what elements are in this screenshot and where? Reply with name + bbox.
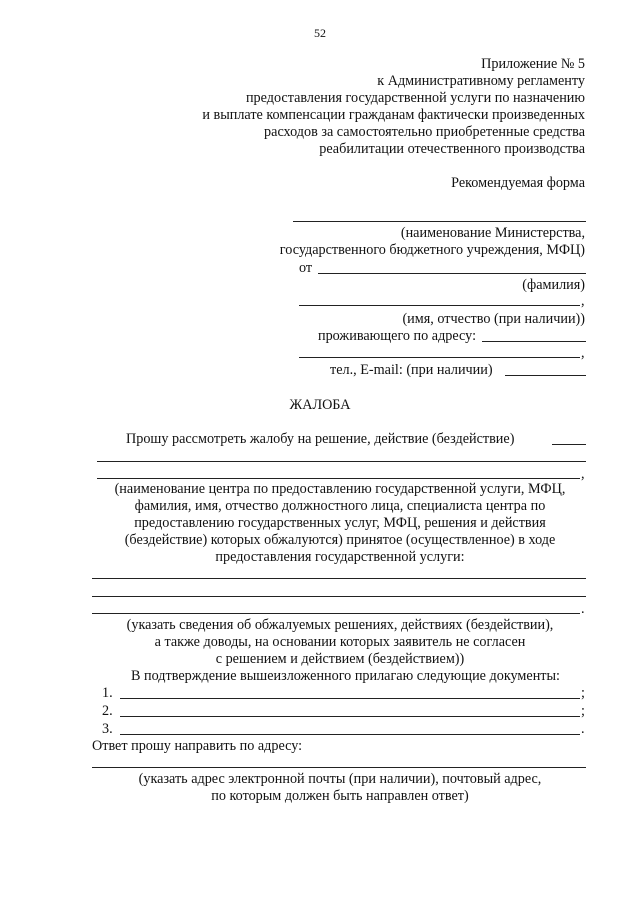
phone-line[interactable] [505, 375, 586, 376]
item-number-3: 3. [102, 721, 113, 737]
name-line[interactable] [299, 305, 580, 306]
details-line-1[interactable] [92, 578, 586, 579]
header-line-2: к Административному регламенту [377, 73, 585, 89]
request-line-1[interactable] [552, 444, 586, 445]
address-line-2[interactable] [299, 357, 580, 358]
header-line-3: предоставления государственной услуги по назначению [245, 90, 585, 106]
hint1-line-4: (бездействие) которых обжалуются) принятое (осуществленное) в ходе [124, 532, 556, 548]
item-number-1: 1. [102, 685, 113, 701]
hint2-line-3: с решением и действием (бездействием)) [215, 651, 465, 667]
answer-address-line[interactable] [92, 767, 586, 768]
comma: , [581, 466, 585, 482]
recommended-form-label: Рекомендуемая форма [451, 175, 585, 191]
period: . [581, 721, 585, 737]
attach-intro: В подтверждение вышеизложенного прилагаю следующие документы: [131, 668, 560, 684]
from-label: от [299, 260, 313, 276]
surname-hint: (фамилия) [522, 277, 585, 293]
page-number: 52 [314, 26, 326, 40]
hint1-line-3: предоставлению государственных услуг, МФЦ, решения и действия [134, 515, 546, 531]
header-line-5: расходов за самостоятельно приобретенные средства [264, 124, 585, 140]
org-hint-2: государственного бюджетного учреждения, МФЦ) [279, 242, 585, 258]
org-name-line[interactable] [293, 221, 586, 222]
item-number-2: 2. [102, 703, 113, 719]
request-line-2[interactable] [97, 461, 586, 462]
request-line-3[interactable] [97, 478, 580, 479]
hint3-line-2: по которым должен быть направлен ответ) [211, 788, 469, 804]
period: . [581, 601, 585, 617]
semicolon: ; [581, 685, 585, 701]
phone-label: тел., E-mail: (при наличии) [330, 362, 493, 378]
details-line-2[interactable] [92, 596, 586, 597]
hint1-line-1: (наименование центра по предоставлению государственной услуги, МФЦ, [114, 481, 566, 497]
document-title: ЖАЛОБА [289, 397, 351, 413]
semicolon: ; [581, 703, 585, 719]
from-line[interactable] [318, 273, 586, 274]
org-hint-1: (наименование Министерства, [400, 225, 585, 241]
comma: , [581, 293, 585, 309]
header-line-6: реабилитации отечественного производства [319, 141, 585, 157]
attachment-line-1[interactable] [120, 698, 580, 699]
address-label: проживающего по адресу: [318, 328, 477, 344]
attachment-line-3[interactable] [120, 734, 580, 735]
answer-label: Ответ прошу направить по адресу: [92, 738, 303, 754]
details-line-3[interactable] [92, 613, 580, 614]
hint2-line-2: а также доводы, на основании которых заявитель не согласен [154, 634, 526, 650]
header-line-4: и выплате компенсации гражданам фактически произведенных [202, 107, 585, 123]
hint3-line-1: (указать адрес электронной почты (при наличии), почтовый адрес, [138, 771, 542, 787]
comma: , [581, 345, 585, 361]
hint1-line-2: фамилия, имя, отчество должностного лица, специалиста центра по [134, 498, 546, 514]
name-hint: (имя, отчество (при наличии)) [402, 311, 585, 327]
attachment-line-2[interactable] [120, 716, 580, 717]
hint2-line-1: (указать сведения об обжалуемых решениях, действиях (бездействии), [126, 617, 554, 633]
request-text: Прошу рассмотреть жалобу на решение, действие (бездействие) [126, 431, 515, 447]
appendix-title: Приложение № 5 [481, 56, 585, 72]
hint1-line-5: предоставления государственной услуги: [215, 549, 465, 565]
address-line-1[interactable] [482, 341, 586, 342]
